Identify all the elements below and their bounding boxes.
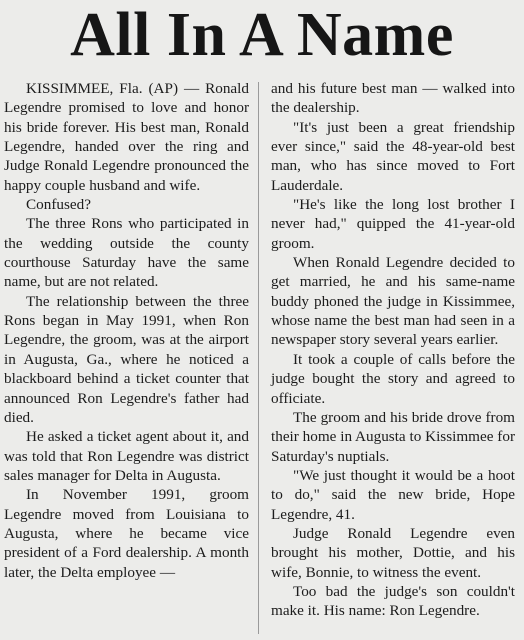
- paragraph: Confused?: [26, 196, 91, 214]
- paragraph: "He's like the long lost brother I never had," quipped the 41-year-old groom.: [271, 196, 515, 252]
- paragraph: When Ronald Legendre decided to get married, he and his same-name buddy phoned the judge in Kissimmee, whose name the best man had seen in a newspaper story several years earlier.: [271, 254, 515, 349]
- paragraph: It took a couple of calls before the judge bought the story and agreed to officiate.: [271, 350, 515, 407]
- paragraph: The three Rons who participated in the wedding outside the county courthouse Saturday have the same name, but are not related.: [4, 215, 249, 291]
- paragraph: "It's just been a great friendship ever since," said the 48-year-old best man, who has since moved to Fort Lauderdale.: [271, 118, 515, 194]
- paragraph: He asked a ticket agent about it, and was told that Ron Legendre was district sales manager for Delta in Augusta.: [4, 428, 249, 484]
- paragraph: The relationship between the three Rons began in May 1991, when Ron Legendre, the groom, was at the airport in Augusta, Ga., where he noticed a blackboard behind a ticket counter that announced Ron Legendre's father had died.: [4, 292, 249, 426]
- paragraph: The groom and his bride drove from their home in Augusta to Kissimmee for Saturday's nuptials.: [271, 408, 515, 465]
- column-divider: [258, 82, 259, 634]
- article-column-right: [271, 79, 515, 621]
- article-column-left: [4, 79, 249, 582]
- paragraph: "We just thought it would be a hoot to do," said the new bride, Hope Legendre, 41.: [271, 466, 515, 523]
- paragraph: Judge Ronald Legendre even brought his mother, Dottie, and his wife, Bonnie, to witness the event.: [271, 524, 515, 581]
- paragraph-continued: and his future best man — walked into the dealership.: [271, 80, 515, 117]
- paragraph: Too bad the judge's son couldn't make it. His name: Ron Legendre.: [271, 582, 515, 620]
- headline: All In A Name: [70, 1, 454, 69]
- paragraph: In November 1991, groom Legendre moved from Louisiana to Augusta, where he became vice president of a Ford dealership. A month later, the Delta employee —: [4, 486, 249, 581]
- paragraph: KISSIMMEE, Fla. (AP) — Ronald Legendre promised to love and honor his bride forever. His best man, Ronald Legendre, handed over the ring and Judge Ronald Legendre pronounced the happy couple husband and wife.: [4, 80, 249, 194]
